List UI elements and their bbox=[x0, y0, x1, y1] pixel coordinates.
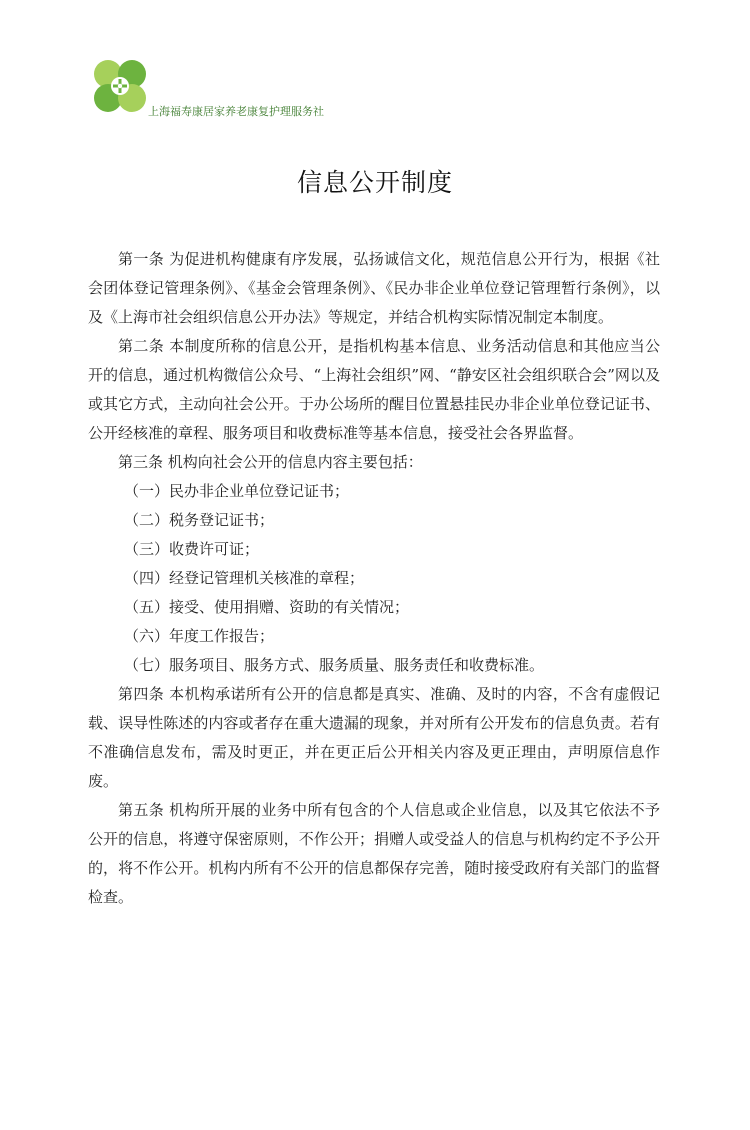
article-5: 第五条 机构所开展的业务中所有包含的个人信息或企业信息，以及其它依法不予公开的信息，将遵守保密原则，不作公开；捐赠人或受益人的信息与机构约定不予公开的，将不作公开。机构内所有不公开的信息都保存完善，随时接受政府有关部门的监督检查。 bbox=[88, 801, 660, 906]
list-item: （一）民办非企业单位登记证书； bbox=[124, 482, 350, 500]
organization-name: 上海福寿康居家养老康复护理服务社 bbox=[148, 105, 324, 118]
article-3: 第三条 机构向社会公开的信息内容主要包括： bbox=[118, 453, 423, 471]
article-2: 第二条 本制度所称的信息公开，是指机构基本信息、业务活动信息和其他应当公开的信息，通过机构微信公众号、“上海社会组织”网、“静安区社会组织联合会”网以及或其它方式，主动向社会公开。于办公场所的醒目位置悬挂民办非企业单位登记证书、公开经核准的章程、服务项目和收费标准等基本信息，接受社会各界监督。 bbox=[88, 337, 660, 442]
list-item: （四）经登记管理机关核准的章程； bbox=[124, 569, 365, 587]
document-title: 信息公开制度 bbox=[296, 168, 453, 197]
list-item: （三）收费许可证； bbox=[124, 540, 260, 558]
list-item: （五）接受、使用捐赠、资助的有关情况； bbox=[124, 598, 410, 616]
article-4: 第四条 本机构承诺所有公开的信息都是真实、准确、及时的内容，不含有虚假记载、误导性陈述的内容或者存在重大遗漏的现象，并对所有公开发布的信息负责。若有不准确信息发布，需及时更正，并在更正后公开相关内容及更正理由，声明原信息作废。 bbox=[88, 685, 660, 790]
article-1: 第一条 为促进机构健康有序发展，弘扬诚信文化，规范信息公开行为，根据《社会团体登记管理条例》、《基金会管理条例》、《民办非企业单位登记管理暂行条例》，以及《上海市社会组织信息公开办法》等规定，并结合机构实际情况制定本制度。 bbox=[88, 250, 660, 326]
list-item: （二）税务登记证书； bbox=[124, 511, 275, 529]
list-item: （六）年度工作报告； bbox=[124, 627, 275, 645]
document-body bbox=[88, 245, 660, 912]
list-item: （七）服务项目、服务方式、服务质量、服务责任和收费标准。 bbox=[124, 656, 545, 674]
organization-logo-icon bbox=[92, 58, 148, 114]
